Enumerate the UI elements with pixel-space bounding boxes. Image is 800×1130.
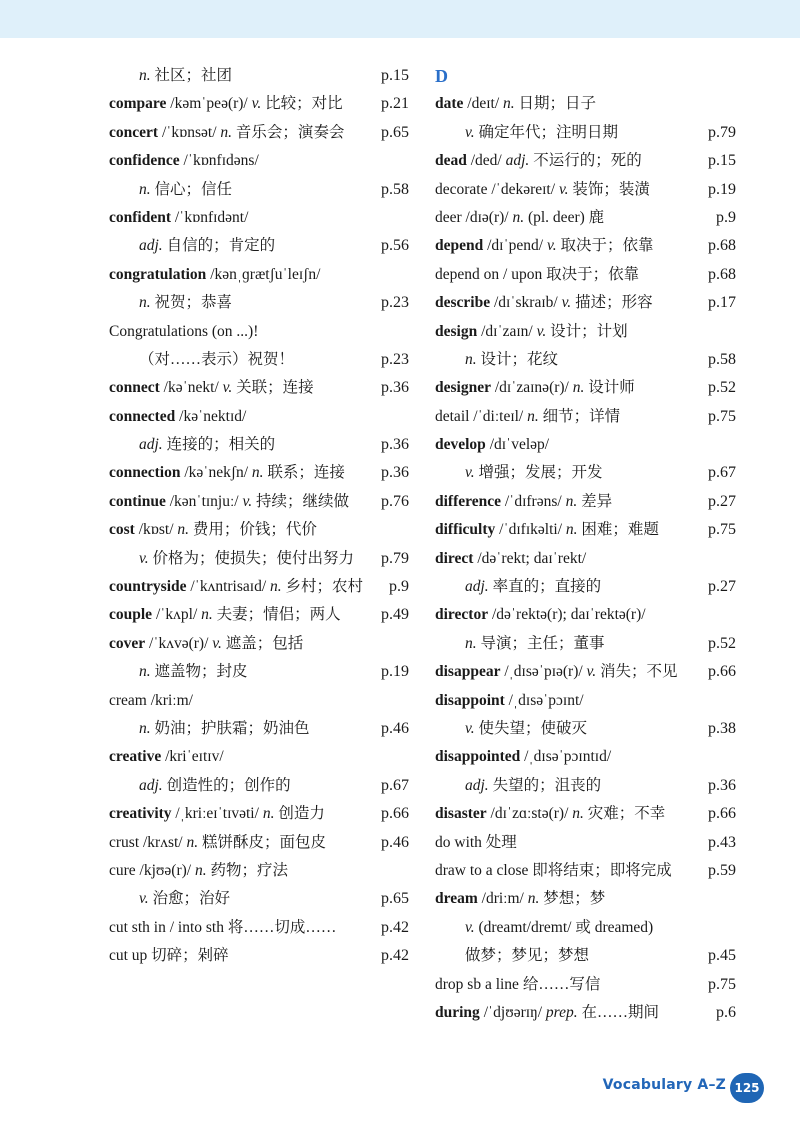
definition: 价格为；使损失；使付出努力: [148, 549, 354, 567]
definition: 消失；不见: [596, 663, 678, 681]
vocab-line: [109, 119, 409, 147]
definition: 音乐会；演奏会: [232, 123, 345, 141]
entry-text: deer /dɪə(r)/: [435, 208, 513, 226]
entry-text: decorate /ˈdekəreɪt/: [435, 180, 559, 198]
page-reference: p.15: [381, 67, 409, 84]
headword: dream: [435, 890, 478, 908]
page-reference: p.68: [708, 265, 736, 283]
part-of-speech: v.: [536, 322, 547, 340]
headword: disappear: [435, 663, 501, 681]
page-reference: p.66: [381, 805, 409, 823]
pronunciation: /ˌkriːeɪˈtɪvəti/: [171, 805, 263, 823]
definition: 在……期间: [577, 1003, 660, 1021]
entry-text: cure /kjʊə(r)/: [109, 861, 195, 879]
headword: difference: [435, 492, 501, 510]
page-reference: p.9: [389, 578, 409, 596]
headword: date: [435, 95, 464, 113]
definition: 创造力: [274, 805, 325, 823]
letter-heading: D: [435, 66, 448, 86]
part-of-speech: n.: [139, 294, 151, 312]
definition: 细节；详情: [538, 407, 621, 425]
pronunciation: /kəˈnektɪd/: [175, 407, 247, 425]
vocab-line: [109, 630, 409, 658]
page-reference: p.19: [708, 180, 736, 198]
definition: 日期；日子: [514, 95, 597, 113]
page-reference: p.36: [381, 436, 409, 454]
page-reference: p.65: [381, 123, 409, 141]
part-of-speech: adj.: [465, 578, 489, 596]
headword: connection: [109, 464, 181, 482]
definition: 关联；连接: [232, 379, 314, 397]
vocab-line: [435, 318, 736, 346]
part-of-speech: v.: [139, 890, 149, 908]
headword: describe: [435, 294, 491, 312]
vocab-line: [435, 545, 736, 573]
definition: 取决于；依靠: [556, 237, 654, 255]
part-of-speech: v.: [465, 918, 475, 936]
definition: 乡村；农村: [281, 578, 364, 596]
vocab-line: [435, 857, 736, 885]
headword: disappointed: [435, 748, 521, 766]
definition: 确定年代；注明日期: [474, 123, 618, 141]
headword: creativity: [109, 805, 172, 823]
vocab-line: [109, 914, 409, 942]
part-of-speech: n.: [139, 719, 151, 737]
part-of-speech: v.: [558, 180, 569, 198]
vocab-line: [435, 743, 736, 771]
page-reference: p.45: [708, 947, 736, 965]
pronunciation: /ˈkʌpl/: [152, 606, 202, 624]
page-reference: p.6: [716, 1003, 736, 1021]
page-reference: p.56: [381, 237, 409, 255]
page-reference: p.21: [381, 95, 409, 113]
page-number-badge: 125: [730, 1073, 764, 1103]
headword: direct: [435, 549, 474, 567]
part-of-speech: v.: [465, 464, 475, 482]
page-reference: p.58: [708, 350, 736, 368]
page-reference: p.52: [708, 379, 736, 397]
part-of-speech: n.: [139, 663, 151, 681]
pronunciation: /dɪˈpend/: [483, 237, 547, 255]
definition: 遮盖物；封皮: [150, 663, 248, 681]
page-reference: p.46: [381, 833, 409, 851]
definition: 率直的；直接的: [488, 578, 602, 596]
vocab-line: [435, 459, 736, 487]
headword: compare: [109, 95, 167, 113]
pronunciation: /ˌdɪsəˈpɔɪnt/: [504, 691, 584, 709]
page-reference: p.67: [381, 776, 409, 794]
part-of-speech: v.: [242, 492, 253, 510]
vocab-line: [435, 147, 736, 175]
part-of-speech: n.: [139, 67, 151, 84]
vocab-line: [435, 772, 736, 800]
definition: 联系；连接: [263, 464, 345, 482]
headword: cover: [109, 634, 146, 652]
vocab-line: [109, 942, 409, 970]
page-reference: p.19: [381, 663, 409, 681]
headword: director: [435, 606, 489, 624]
entry-text: do with 处理: [435, 833, 517, 851]
vocab-line: [109, 403, 409, 431]
page-reference: p.65: [381, 890, 409, 908]
pronunciation: /ˌdɪsəˈpɪə(r)/: [500, 663, 587, 681]
vocab-line: [109, 62, 409, 90]
definition: 导演；主任；董事: [476, 634, 605, 652]
vocab-line: [435, 942, 736, 970]
part-of-speech: n.: [572, 805, 584, 823]
entry-text: drop sb a line 给……写信: [435, 975, 601, 993]
vocab-line: [109, 885, 409, 913]
page-reference: p.36: [381, 464, 409, 482]
page-reference: p.59: [708, 861, 736, 879]
headword: disappoint: [435, 691, 505, 709]
headword: cost: [109, 521, 135, 539]
vocab-line: [435, 431, 736, 459]
page-reference: p.23: [381, 350, 409, 368]
part-of-speech: n.: [251, 464, 264, 482]
vocab-line: [109, 261, 409, 289]
pronunciation: /ˈkɒnfɪdənt/: [171, 208, 249, 226]
definition: （对……表示）祝贺！: [139, 350, 295, 368]
vocab-line: [435, 346, 736, 374]
definition: 做梦；梦见；梦想: [465, 947, 590, 965]
definition: 设计；花纹: [476, 350, 559, 368]
vocab-line: [109, 232, 409, 260]
definition: 装饰；装潢: [568, 180, 650, 198]
headword: disaster: [435, 805, 487, 823]
vocab-line: [109, 743, 409, 771]
vocab-line: [435, 90, 736, 118]
vocab-line: [435, 374, 736, 402]
headword: continue: [109, 492, 166, 510]
vocab-line: [109, 715, 409, 743]
pronunciation: /driːm/: [477, 890, 528, 908]
part-of-speech: n.: [465, 634, 477, 652]
vocab-line: [109, 318, 409, 346]
part-of-speech: v.: [586, 663, 597, 681]
vocab-line: [435, 573, 736, 601]
definition: 梦想；梦: [539, 890, 606, 908]
definition: 持续；继续做: [252, 492, 349, 510]
part-of-speech: v.: [465, 719, 475, 737]
definition: 创造性的；创作的: [162, 776, 291, 794]
vocab-line: [109, 90, 409, 118]
definition: 药物；疗法: [206, 861, 288, 879]
vocab-line: [109, 176, 409, 204]
page-reference: p.52: [708, 634, 736, 652]
vocab-line: [109, 374, 409, 402]
page-reference: p.27: [708, 492, 736, 510]
part-of-speech: v.: [139, 549, 149, 567]
definition: 信心；信任: [150, 180, 233, 198]
definition: 祝贺；恭喜: [150, 294, 233, 312]
part-of-speech: adj.: [139, 237, 163, 255]
pronunciation: /dɪˈzaɪnə(r)/: [490, 379, 573, 397]
section-label: Vocabulary A–Z: [602, 1077, 726, 1093]
page-reference: p.9: [716, 208, 736, 226]
definition: 连接的；相关的: [162, 436, 276, 454]
entry-text: depend on / upon 取决于；依靠: [435, 265, 640, 283]
part-of-speech: n.: [512, 208, 525, 226]
pronunciation: /ˌdɪsəˈpɔɪntɪd/: [520, 748, 612, 766]
definition: 描述；形容: [571, 294, 653, 312]
vocab-line: [435, 687, 736, 715]
pronunciation: /ˈdɪfɪkəlti/: [495, 521, 566, 539]
part-of-speech: prep.: [545, 1003, 578, 1021]
page-reference: p.46: [381, 719, 409, 737]
headword: concert: [109, 123, 159, 141]
page-reference: p.23: [381, 294, 409, 312]
vocab-column-right: [435, 62, 736, 1027]
vocab-line: [435, 715, 736, 743]
headword: confidence: [109, 152, 180, 170]
vocab-line: [435, 601, 736, 629]
headword: countryside: [109, 578, 187, 596]
vocab-line: [109, 687, 409, 715]
part-of-speech: n.: [572, 379, 585, 397]
part-of-speech: n.: [465, 350, 477, 368]
pronunciation: /ˈdɪfrəns/: [501, 492, 566, 510]
vocab-line: [435, 999, 736, 1027]
part-of-speech: v.: [251, 95, 262, 113]
vocab-line: [109, 800, 409, 828]
vocab-line: [435, 62, 736, 90]
pronunciation: /dəˈrektə(r); daɪˈrektə(r)/: [488, 606, 646, 624]
vocab-line: [109, 658, 409, 686]
vocab-line: [109, 772, 409, 800]
vocab-line: [109, 545, 409, 573]
definition: 费用；价钱；代价: [189, 521, 317, 539]
vocab-line: [435, 630, 736, 658]
vocab-line: [109, 459, 409, 487]
vocab-line: [435, 914, 736, 942]
page-reference: p.36: [708, 776, 736, 794]
definition: 不运行的；死的: [529, 152, 642, 170]
vocab-line: [435, 204, 736, 232]
headword: designer: [435, 379, 491, 397]
part-of-speech: n.: [201, 606, 213, 624]
part-of-speech: n.: [527, 407, 539, 425]
part-of-speech: v.: [222, 379, 233, 397]
pronunciation: /kəˈnekʃn/: [180, 464, 252, 482]
vocab-line: [109, 601, 409, 629]
part-of-speech: v.: [465, 123, 475, 141]
part-of-speech: n.: [186, 833, 199, 851]
page-reference: p.79: [381, 549, 409, 567]
page-reference: p.75: [708, 521, 736, 539]
pronunciation: /dɪˈzaɪn/: [477, 322, 537, 340]
page-reference: p.67: [708, 464, 736, 482]
pronunciation: /kənˈtɪnjuː/: [165, 492, 243, 510]
definition: (pl. deer) 鹿: [524, 208, 605, 226]
page-reference: p.27: [708, 578, 736, 596]
entry-text: crust /krʌst/: [109, 833, 187, 851]
definition: 失望的；沮丧的: [488, 776, 602, 794]
definition: 增强；发展；开发: [474, 464, 603, 482]
headword: couple: [109, 606, 153, 624]
part-of-speech: n.: [139, 180, 151, 198]
pronunciation: /ˈkɒnfɪdəns/: [179, 152, 259, 170]
pronunciation: /deɪt/: [463, 95, 504, 113]
vocab-line: [109, 431, 409, 459]
vocab-line: [435, 403, 736, 431]
part-of-speech: n.: [527, 890, 540, 908]
entry-text: Congratulations (on ...)!: [109, 322, 259, 340]
vocab-line: [435, 119, 736, 147]
definition: 差异: [577, 492, 613, 510]
part-of-speech: adj.: [139, 776, 163, 794]
vocab-line: [435, 176, 736, 204]
part-of-speech: n.: [503, 95, 515, 113]
vocab-line: [435, 971, 736, 999]
pronunciation: /kriˈeɪtɪv/: [161, 748, 224, 766]
page-reference: p.49: [381, 606, 409, 624]
pronunciation: /ˈdjʊərɪŋ/: [479, 1003, 546, 1021]
definition: 夫妻；情侣；两人: [212, 606, 341, 624]
entry-text: cut up 切碎；剁碎: [109, 947, 229, 965]
pronunciation: /dɪˈzɑːstə(r)/: [486, 805, 573, 823]
part-of-speech: n.: [262, 805, 275, 823]
page-reference: p.38: [708, 719, 736, 737]
vocab-line: [109, 204, 409, 232]
part-of-speech: n.: [220, 123, 233, 141]
headword: congratulation: [109, 265, 207, 283]
page-reference: p.66: [708, 663, 736, 681]
page-reference: p.76: [381, 492, 409, 510]
entry-text: draw to a close 即将结束；即将完成: [435, 861, 672, 879]
vocab-line: [435, 800, 736, 828]
vocab-line: [109, 488, 409, 516]
headword: creative: [109, 748, 162, 766]
definition: 自信的；肯定的: [162, 237, 276, 255]
vocab-line: [435, 488, 736, 516]
entry-text: cream /kriːm/: [109, 691, 193, 709]
page-reference: p.42: [381, 918, 409, 936]
definition: 困难；难题: [577, 521, 659, 539]
part-of-speech: n.: [177, 521, 190, 539]
vocab-line: [109, 857, 409, 885]
pronunciation: /dɪˈskraɪb/: [490, 294, 562, 312]
vocab-line: [435, 885, 736, 913]
pronunciation: /ˈkɒnsət/: [158, 123, 221, 141]
page-reference: p.79: [708, 123, 736, 141]
vocab-line: [435, 232, 736, 260]
part-of-speech: v.: [546, 237, 557, 255]
headword: depend: [435, 237, 484, 255]
definition: 遮盖；包括: [221, 634, 304, 652]
definition: 糕饼酥皮；面包皮: [198, 833, 327, 851]
page-reference: p.58: [381, 180, 409, 198]
headword: difficulty: [435, 521, 496, 539]
pronunciation: /kəmˈpeə(r)/: [166, 95, 252, 113]
vocab-column-left: [109, 62, 409, 971]
page-reference: p.75: [708, 975, 736, 993]
definition: 治愈；治好: [148, 890, 230, 908]
definition: 设计师: [584, 379, 635, 397]
definition: 比较；对比: [261, 95, 343, 113]
vocab-line: [109, 147, 409, 175]
pronunciation: /kənˌɡrætʃuˈleɪʃn/: [206, 265, 321, 283]
definition: (dreamt/dremt/ 或 dreamed): [474, 918, 654, 936]
pronunciation: /kəˈnekt/: [159, 379, 223, 397]
part-of-speech: n.: [270, 578, 282, 596]
definition: 使失望；使破灭: [474, 719, 587, 737]
part-of-speech: adj.: [465, 776, 489, 794]
definition: 奶油；护肤霜；奶油色: [150, 719, 310, 737]
vocab-line: [109, 573, 409, 601]
pronunciation: /dɪˈveləp/: [485, 436, 550, 454]
page-reference: p.36: [381, 379, 409, 397]
headword: develop: [435, 436, 486, 454]
page-reference: p.15: [708, 152, 736, 170]
part-of-speech: n.: [565, 521, 578, 539]
vocab-line: [435, 829, 736, 857]
headword: connect: [109, 379, 160, 397]
pronunciation: /ded/: [466, 152, 506, 170]
page-reference: p.43: [708, 833, 736, 851]
vocab-line: [109, 346, 409, 374]
entry-text: cut sth in / into sth 将……切成……: [109, 918, 337, 936]
definition: 设计；计划: [546, 322, 628, 340]
page-reference: p.68: [708, 237, 736, 255]
page-reference: p.42: [381, 947, 409, 965]
pronunciation: /kɒst/: [134, 521, 178, 539]
part-of-speech: n.: [565, 492, 578, 510]
part-of-speech: v.: [212, 634, 222, 652]
part-of-speech: adj.: [139, 436, 163, 454]
entry-text: detail /ˈdiːteɪl/: [435, 407, 528, 425]
page-reference: p.75: [708, 407, 736, 425]
header-band: [0, 0, 800, 38]
headword: confident: [109, 208, 171, 226]
page-reference: p.17: [708, 294, 736, 312]
vocab-line: [435, 289, 736, 317]
vocab-line: [109, 829, 409, 857]
vocab-line: [435, 658, 736, 686]
part-of-speech: adj.: [505, 152, 530, 170]
vocab-line: [109, 289, 409, 317]
vocab-line: [435, 261, 736, 289]
part-of-speech: n.: [194, 861, 207, 879]
vocab-line: [109, 516, 409, 544]
definition: 灾难；不幸: [583, 805, 666, 823]
headword: during: [435, 1003, 480, 1021]
pronunciation: /ˈkʌntrisaɪd/: [186, 578, 271, 596]
headword: connected: [109, 407, 176, 425]
headword: dead: [435, 152, 467, 170]
definition: 社区；社团: [150, 67, 233, 84]
pronunciation: /ˈkʌvə(r)/: [145, 634, 213, 652]
pronunciation: /dəˈrekt; daɪˈrekt/: [473, 549, 587, 567]
headword: design: [435, 322, 478, 340]
vocab-line: [435, 516, 736, 544]
page-reference: p.66: [708, 805, 736, 823]
part-of-speech: v.: [561, 294, 572, 312]
